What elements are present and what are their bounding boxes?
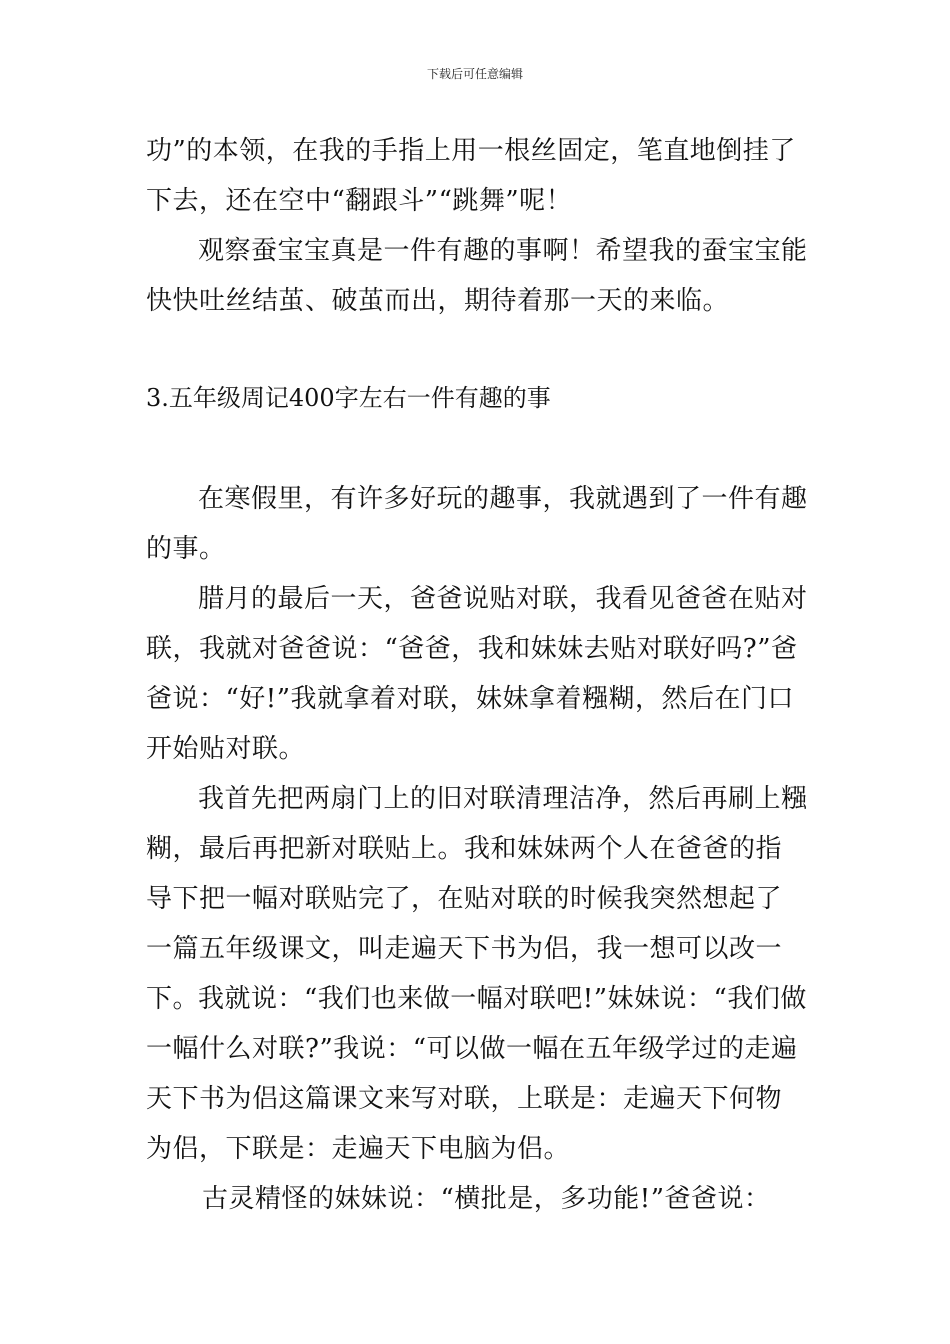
paragraph-making-couplet: 我就说：“我们也来做一幅对联吧!”妹妹说：“我们做一幅什么对联?”我说：“可以做一幅在五年级学过的走遍天下书为侣这篇课文来写对联，上联是：走遍天下何物为侣，下联是：走遍天下电脑为侣。 (146, 984, 807, 1164)
paragraph-posting-couplets: 我首先把两扇门上的旧对联清理洁净，然后再刷上糨糊，最后再把新对联贴上。我和妹妹两个人在爸爸的指导下把一幅对联贴完了，在贴对联的时候我突然想起了一篇五年级课文，叫走遍天下书为侣，我一想可以改一下。 (146, 784, 808, 1014)
paragraph-new-year-eve: 腊月的最后一天，爸爸说贴对联，我看见爸爸在贴对联，我就对爸爸说：“爸爸，我和妹妹去贴对联好吗?”爸爸说：“好!”我就拿着对联，妹妹拿着糨糊，然后在门口开始贴对联。 (146, 584, 808, 764)
paragraph-intro: 在寒假里，有许多好玩的趣事，我就遇到了一件有趣的事。 (146, 484, 808, 564)
page-header: 下载后可任意编辑 (426, 67, 523, 81)
paragraph-sister-banner: 古灵精怪的妹妹说：“横批是，多功能!”爸爸说： (202, 1184, 771, 1214)
section-heading: 3.五年级周记400字左右一件有趣的事 (146, 384, 551, 412)
paragraph-silkworm-conclusion: 观察蚕宝宝真是一件有趣的事啊！希望我的蚕宝宝能快快吐丝结茧、破茧而出，期待着那一天的来临。 (146, 236, 808, 316)
paragraph-silkworm-continued: 功”的本领，在我的手指上用一根丝固定，笔直地倒挂了下去，还在空中“翻跟斗”“跳舞”呢！ (146, 136, 796, 216)
